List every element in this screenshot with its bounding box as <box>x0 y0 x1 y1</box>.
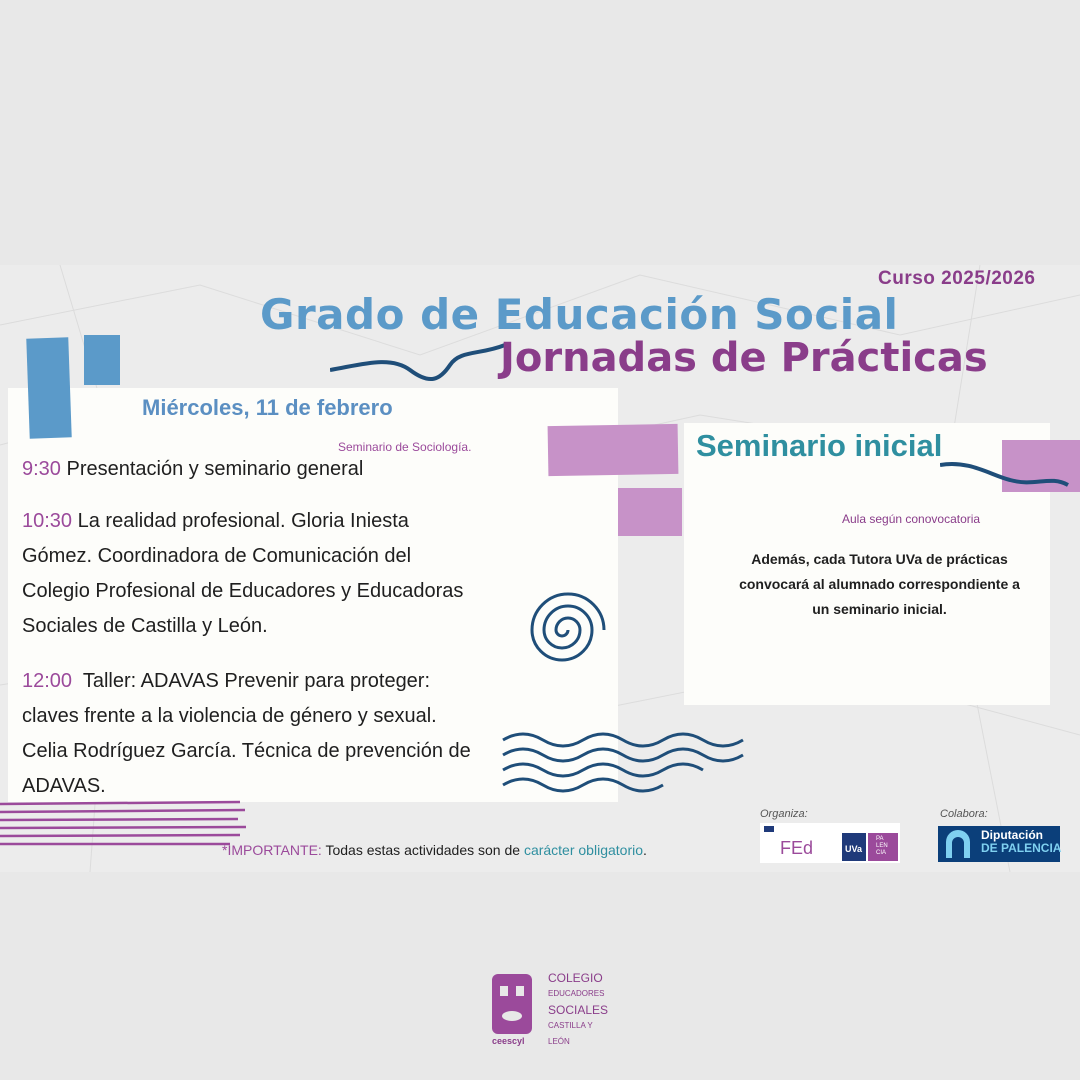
schedule-item <box>22 504 512 644</box>
diputacion-line1: Diputación <box>981 828 1043 842</box>
important-label: *IMPORTANTE: <box>222 842 322 858</box>
schedule-time: 10:30 <box>22 510 73 532</box>
schedule-text: Presentación y seminario general <box>66 458 364 480</box>
schedule-item <box>22 664 512 804</box>
lilac-block-top <box>548 424 679 476</box>
description-line: convocará al alumnado correspondiente a <box>739 576 1020 592</box>
event-date: Miércoles, 11 de febrero <box>142 395 393 420</box>
organiza-label: Organiza: <box>760 808 808 820</box>
colegio-name <box>548 970 608 1050</box>
description-line: Además, cada Tutora UVa de prácticas <box>751 551 1008 567</box>
colegio-line: CASTILLA Y LEÓN <box>548 1021 593 1046</box>
quote-bar-right <box>84 335 120 385</box>
schedule-text: Sociales de Castilla y León. <box>22 615 268 637</box>
palencia-logo-text <box>876 836 888 857</box>
schedule-text: Gómez. Coordinadora de Comunicación del <box>22 545 412 567</box>
colegio-line: EDUCADORES <box>548 989 605 998</box>
schedule-text: Celia Rodríguez García. Técnica de prevención de <box>22 740 471 762</box>
schedule-text: claves frente a la violencia de género y sexual. <box>22 705 437 727</box>
ceescyl-acronym: ceescyl <box>492 1036 525 1046</box>
fed-logo-text: FEd <box>780 838 814 858</box>
ceescyl-logo-icon <box>488 970 538 1038</box>
colegio-line: COLEGIO <box>548 971 603 985</box>
important-highlight: carácter obligatorio <box>523 842 643 858</box>
colabora-label: Colabora: <box>940 808 988 820</box>
schedule-text: La realidad profesional. Gloria Iniesta <box>77 510 409 532</box>
spiral-icon <box>512 580 612 680</box>
uva-mini-icon <box>764 826 774 832</box>
lilac-block-mid <box>618 488 682 536</box>
diputacion-text <box>981 829 1061 855</box>
important-text: Todas estas actividades son de <box>325 842 521 858</box>
schedule-time: 12:00 <box>22 670 73 692</box>
schedule-text: Colegio Profesional de Educadores y Educadoras <box>22 580 464 602</box>
important-note <box>222 842 647 858</box>
palencia-line: LEN <box>876 843 888 849</box>
squiggle-title <box>330 340 510 390</box>
schedule-text: Taller: ADAVAS Prevenir para proteger: <box>82 670 431 692</box>
event-title: Jornadas de Prácticas <box>500 335 988 381</box>
seminar-title: Seminario inicial <box>696 428 943 463</box>
description-line: un seminario inicial. <box>812 601 947 617</box>
seminar-description <box>712 547 1047 622</box>
seminar-location: Aula según conovocatoria <box>842 512 981 526</box>
diputacion-line2: DE PALENCIA <box>981 841 1062 855</box>
colegio-line: SOCIALES <box>548 1003 609 1017</box>
schedule-text: ADAVAS. <box>22 775 106 797</box>
important-end: . <box>643 842 647 858</box>
schedule-item <box>22 452 502 487</box>
course-year: Curso 2025/2026 <box>878 268 1036 289</box>
degree-title: Grado de Educación Social <box>260 290 899 339</box>
waves-icon <box>498 725 778 795</box>
event-location: Seminario de Sociología. <box>338 440 472 454</box>
schedule-time: 9:30 <box>22 458 61 480</box>
arch-icon <box>944 830 972 858</box>
squiggle-right <box>940 455 1070 495</box>
uva-logo-text: UVa <box>845 844 863 854</box>
palencia-line: CIA <box>876 850 887 856</box>
scribble-lines <box>0 798 250 858</box>
palencia-line: PA <box>876 836 884 842</box>
quote-bar-left <box>26 337 71 438</box>
